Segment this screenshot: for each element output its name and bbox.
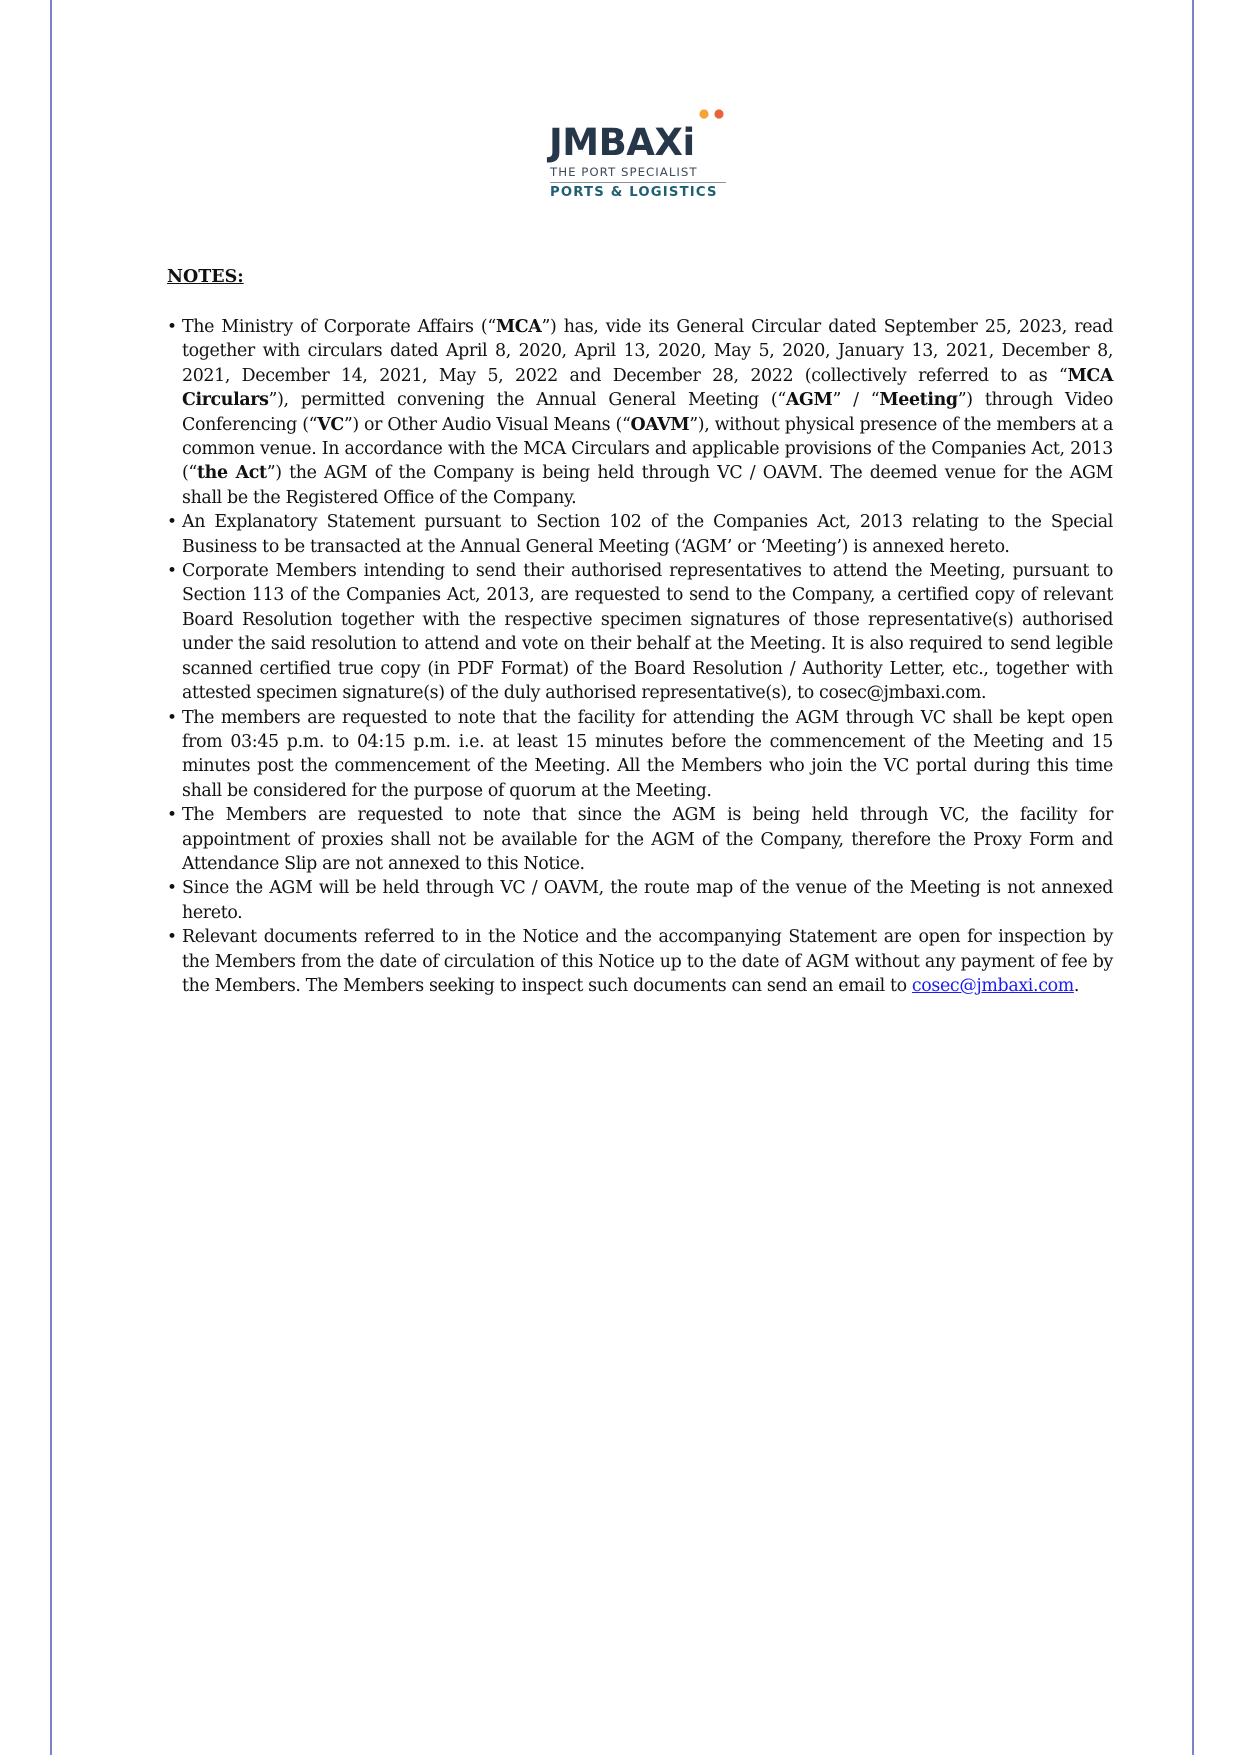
note-item bbox=[167, 706, 1113, 804]
note-text: ” / “ bbox=[832, 390, 880, 411]
page-border-right bbox=[1192, 0, 1194, 1755]
logo-tagline: THE PORT SPECIALIST bbox=[550, 165, 698, 179]
note-item bbox=[167, 315, 1113, 510]
bullet-icon: • bbox=[167, 317, 177, 337]
note-text: An Explanatory Statement pursuant to Section 102 of the Companies Act, 2013 relating to the Special Business to be transacted at the Annual General Meeting (‘AGM’ or ‘Meeting’) is annexed hereto. bbox=[182, 512, 1113, 557]
bullet-icon: • bbox=[167, 707, 177, 728]
defined-term: Meeting bbox=[879, 390, 958, 411]
note-text: ”) through Video Conferencing (“ bbox=[182, 390, 1113, 435]
note-text: ”), permitted convening the Annual General Meeting (“ bbox=[268, 390, 786, 411]
notes-list bbox=[167, 315, 1113, 998]
note-text: . bbox=[1073, 975, 1080, 996]
bullet-icon: • bbox=[167, 512, 177, 533]
bullet-icon: • bbox=[167, 805, 177, 826]
note-item bbox=[167, 803, 1113, 876]
defined-term: AGM bbox=[785, 390, 833, 411]
note-item bbox=[167, 876, 1113, 925]
notes-heading: NOTES: bbox=[167, 267, 244, 287]
logo-wordmark: JMBAXi bbox=[549, 121, 695, 164]
email-link[interactable]: cosec@jmbaxi.com bbox=[911, 975, 1074, 996]
bullet-icon: • bbox=[167, 927, 177, 948]
note-item bbox=[167, 559, 1113, 705]
note-item bbox=[167, 510, 1113, 559]
page-border-left bbox=[50, 0, 52, 1755]
note-text: Relevant documents referred to in the Notice and the accompanying Statement are open for inspection by the Members from the date of circulation of this Notice up to the date of AGM without any payment of fee by the Members. The Members seeking to inspect such documents can send an email to bbox=[182, 927, 1113, 996]
note-text: The members are requested to note that the facility for attending the AGM through VC shall be kept open from 03:45 p.m. to 04:15 p.m. i.e. at least 15 minutes before the commencement of the Meeting and 15 minutes post the commencement of the Meeting. All the Members who join the VC portal during this time shall be considered for the purpose of quorum at the Meeting. bbox=[182, 707, 1113, 801]
note-text: ”) or Other Audio Visual Means (“ bbox=[343, 414, 631, 435]
defined-term: MCA Circulars bbox=[182, 365, 1113, 411]
note-text: ”) the AGM of the Company is being held through VC / OAVM. The deemed venue for the AGM shall be the Registered Office of the Company. bbox=[182, 463, 1113, 508]
note-text: The Members are requested to note that since the AGM is being held through VC, the facility for appointment of proxies shall not be available for the AGM of the Company, therefore the Proxy Form and Attendance Slip are not annexed to this Notice. bbox=[182, 805, 1113, 874]
bullet-icon: • bbox=[167, 561, 177, 582]
note-text: ”), without physical presence of the members at a common venue. In accordance with the MCA Circulars and applicable provisions of the Companies Act, 2013 (“ bbox=[182, 414, 1113, 484]
note-item bbox=[167, 925, 1113, 998]
defined-term: MCA bbox=[495, 317, 542, 337]
defined-term: OAVM bbox=[630, 414, 690, 435]
note-text: Corporate Members intending to send their authorised representatives to attend the Meeting, pursuant to Section 113 of the Companies Act, 2013, are requested to send to the Company, a certified copy of relevant Board Resolution together with the respective specimen signatures of those representative(s) authorised under the said resolution to attend and vote on their behalf at the Meeting. It is also required to send legible scanned certified true copy (in PDF Format) of the Board Resolution / Authority Letter, etc., together with attested specimen signature(s) of the duly authorised representative(s), to cosec@jmbaxi.com. bbox=[182, 561, 1113, 704]
logo-divider bbox=[550, 182, 726, 183]
defined-term: the Act bbox=[196, 463, 267, 484]
bullet-icon: • bbox=[167, 878, 177, 899]
logo-subtitle: PORTS & LOGISTICS bbox=[550, 185, 718, 200]
note-text: The Ministry of Corporate Affairs (“ bbox=[182, 317, 496, 337]
note-text: ”) has, vide its General Circular dated September 25, 2023, read together with circulars dated April 8, 2020, April 13, 2020, May 5, 2020, January 13, 2021, December 8, 2021, December 14, 2021, May 5, 2022 and December 28, 2022 (collectively referred to as “ bbox=[182, 317, 1113, 386]
note-text: Since the AGM will be held through VC / OAVM, the route map of the venue of the Meeting is not annexed hereto. bbox=[182, 878, 1113, 923]
company-logo bbox=[549, 108, 734, 203]
defined-term: VC bbox=[317, 414, 344, 435]
